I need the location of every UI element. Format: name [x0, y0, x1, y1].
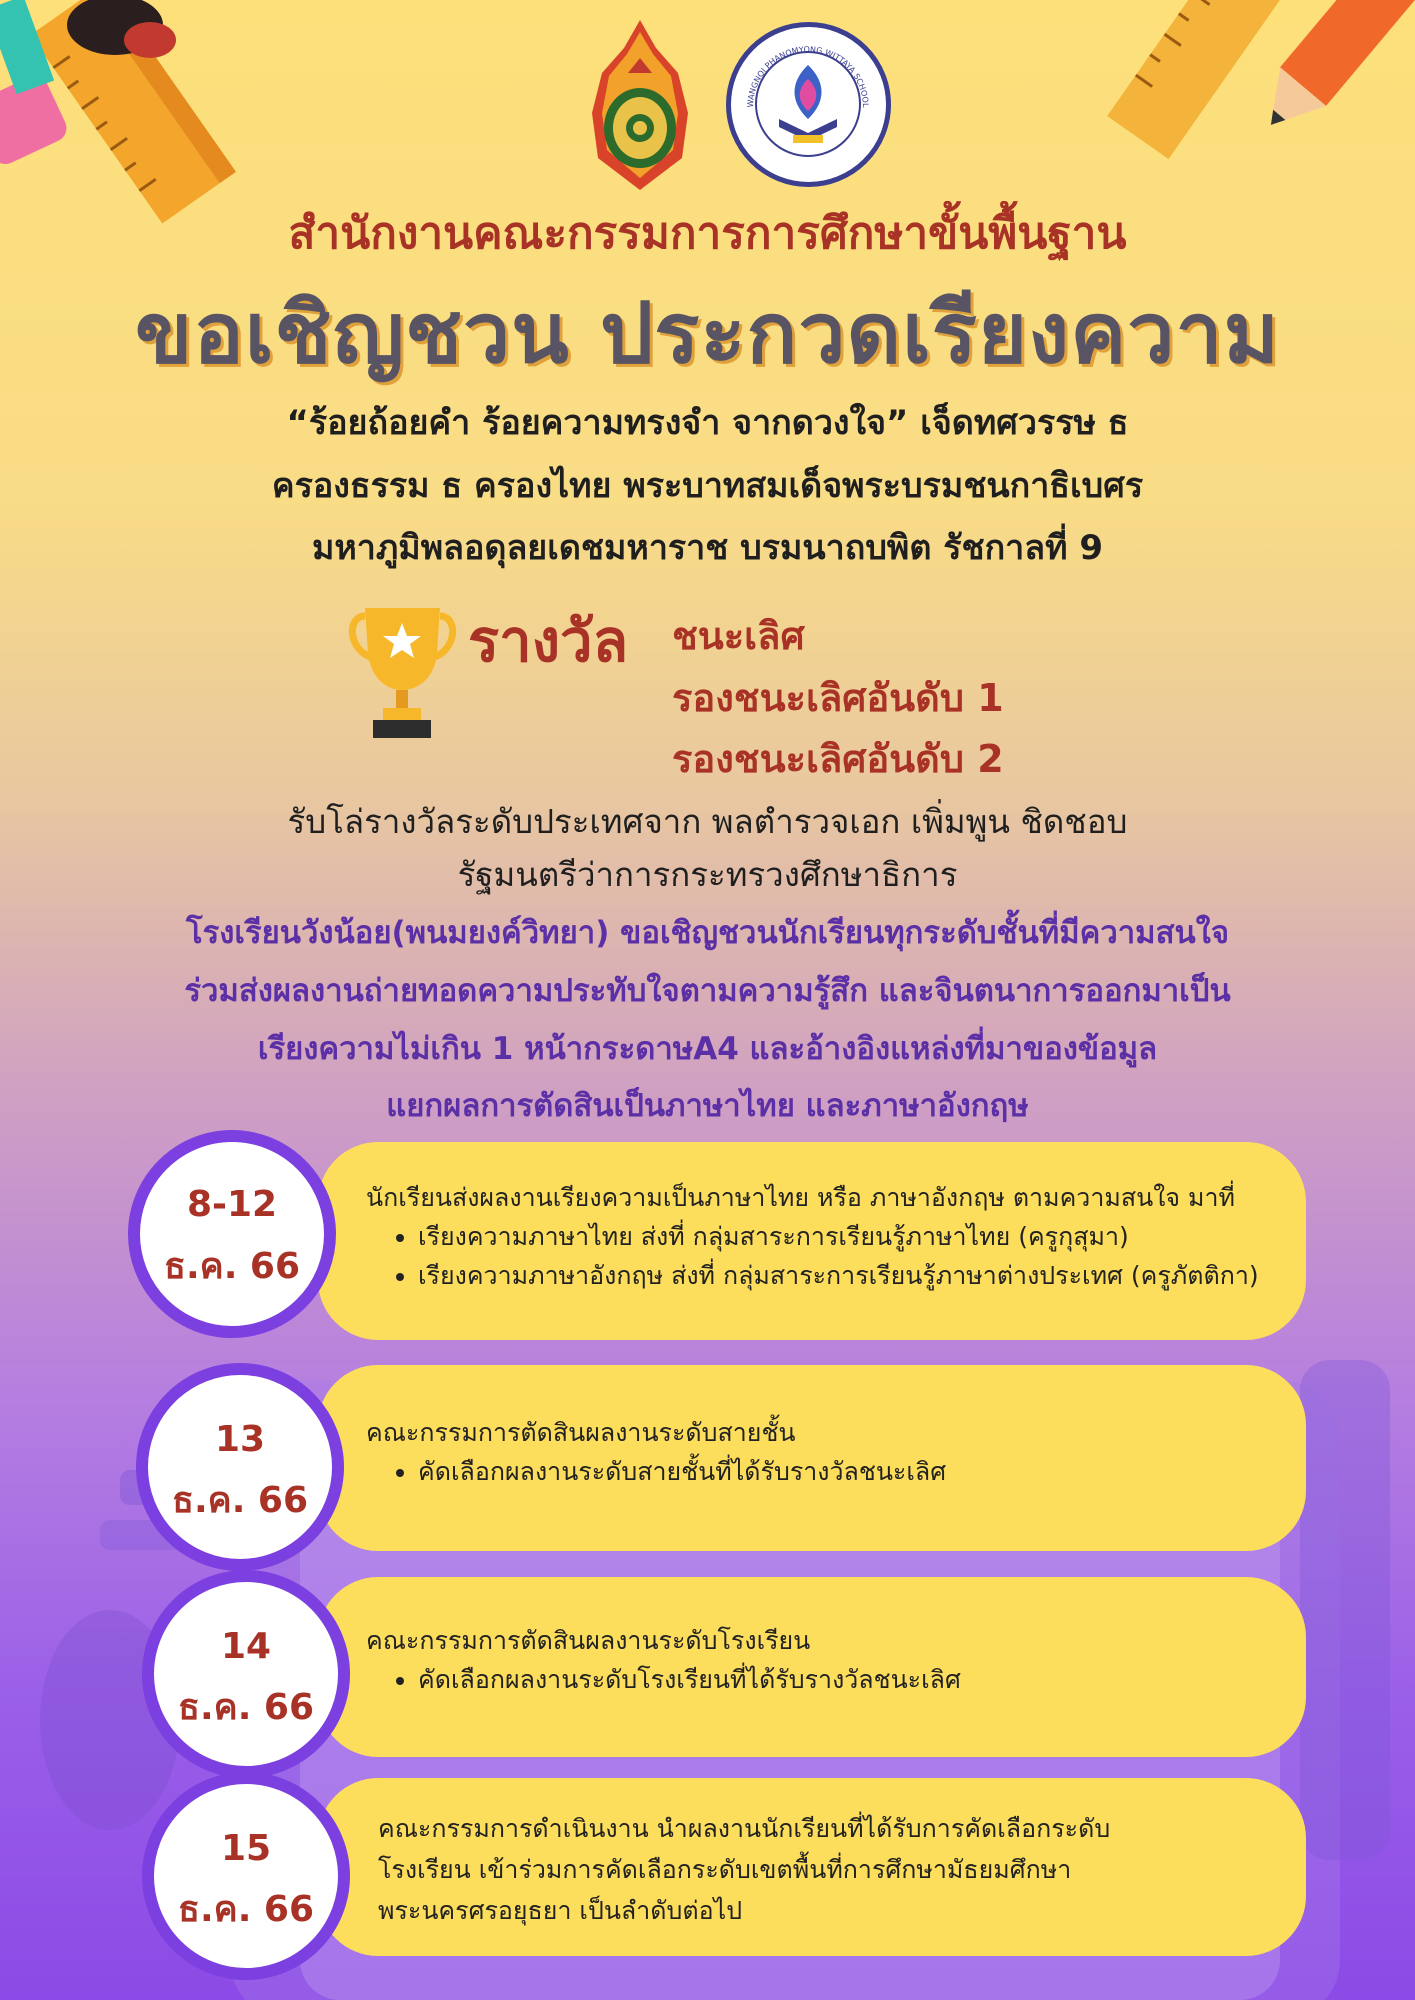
timeline-3-date-day: 14	[220, 1626, 272, 1667]
plaque-line-2: รัฐมนตรีว่าการกระทรวงศึกษาธิการ	[457, 855, 958, 894]
timeline-1-lead: นักเรียนส่งผลงานเรียงความเป็นภาษาไทย หรือ ภาษาอังกฤษ ตามความสนใจ มาที่	[366, 1183, 1236, 1212]
invitation-line-1: โรงเรียนวังน้อย(พนมยงค์วิทยา) ขอเชิญชวนนักเรียนทุกระดับชั้นที่มีความสนใจ	[185, 915, 1230, 951]
timeline-date-3	[142, 1570, 350, 1778]
timeline-3-bullet-1: • คัดเลือกผลงานระดับโรงเรียนที่ได้รับรางวัลชนะเลิศ	[418, 1660, 1276, 1699]
invitation-line-3: เรียงความไม่เกิน 1 หน้ากระดาษA4 และอ้างอิงแหล่งที่มาของข้อมูล	[257, 1031, 1158, 1067]
topic-line-3: มหาภูมิพลอดุลยเดชมหาราช บรมนาถบพิต รัชกาลที่ 9	[311, 528, 1104, 568]
trophy-icon	[345, 598, 460, 743]
timeline-card-3	[318, 1577, 1306, 1757]
timeline-4-date-day: 15	[220, 1828, 272, 1869]
school-seal-text: WANGNOI PHANOMYONG WITTAYA SCHOOL	[745, 44, 871, 108]
timeline-2-lead: คณะกรรมการตัดสินผลงานระดับสายชั้น	[366, 1418, 796, 1447]
invitation-line-2: ร่วมส่งผลงานถ่ายทอดความประทับใจตามความรู้สึก และจินตนาการออกมาเป็น	[184, 973, 1231, 1009]
timeline-3-list	[366, 1660, 1276, 1699]
plaque-line-1: รับโล่รางวัลระดับประเทศจาก พลตำรวจเอก เพิ่มพูน ชิดชอบ	[287, 802, 1128, 841]
timeline-date-4	[142, 1772, 350, 1980]
timeline-2-date-day: 13	[214, 1419, 266, 1460]
timeline-card-4	[318, 1778, 1306, 1956]
award-title: รางวัล	[468, 607, 629, 675]
obec-emblem-logo	[578, 18, 702, 194]
timeline-1-date-days: 8-12	[186, 1184, 278, 1225]
timeline-date-1	[128, 1130, 336, 1338]
timeline-4-line-1: คณะกรรมการดำเนินงาน นำผลงานนักเรียนที่ได้รับการคัดเลือกระดับ	[378, 1814, 1111, 1843]
topic-line-2: ครองธรรม ธ ครองไทย พระบาทสมเด็จพระบรมชนกาธิเบศร	[271, 466, 1144, 506]
timeline-date-2	[136, 1363, 344, 1571]
timeline-4-line-2: โรงเรียน เข้าร่วมการคัดเลือกระดับเขตพื้นที่การศึกษามัธยมศึกษา	[378, 1855, 1072, 1884]
timeline-1-bullet-2: • เรียงความภาษาอังกฤษ ส่งที่ กลุ่มสาระการเรียนรู้ภาษาต่างประเทศ (ครูภัตติกา)	[418, 1256, 1276, 1295]
invitation-line-4: แยกผลการตัดสินเป็นภาษาไทย และภาษาอังกฤษ	[386, 1088, 1029, 1124]
timeline-card-2	[318, 1365, 1306, 1551]
timeline-4-date-month: ธ.ค. 66	[177, 1889, 315, 1930]
invite-heading: ขอเชิญชวน ประกวดเรียงความ	[134, 284, 1281, 382]
timeline-1-date-month: ธ.ค. 66	[163, 1246, 301, 1287]
timeline-1-bullet-1: • เรียงความภาษาไทย ส่งที่ กลุ่มสาระการเรียนรู้ภาษาไทย (ครูกุสุมา)	[418, 1217, 1276, 1256]
award-item-3: รองชนะเลิศอันดับ 2	[672, 737, 1004, 781]
office-title: สำนักงานคณะกรรมการการศึกษาขั้นพื้นฐาน	[288, 208, 1127, 259]
topic-line-1: “ร้อยถ้อยคำ ร้อยความทรงจำ จากดวงใจ” เจ็ดทศวรรษ ธ	[286, 403, 1129, 443]
timeline-3-lead: คณะกรรมการตัดสินผลงานระดับโรงเรียน	[366, 1626, 811, 1655]
timeline-1-list	[366, 1217, 1276, 1295]
timeline-3-date-month: ธ.ค. 66	[177, 1687, 315, 1728]
decorative-pencils-top-right	[1050, 0, 1415, 200]
timeline-2-bullet-1: • คัดเลือกผลงานระดับสายชั้นที่ได้รับรางวัลชนะเลิศ	[418, 1452, 1276, 1491]
timeline-2-date-month: ธ.ค. 66	[171, 1480, 309, 1521]
timeline-card-1	[318, 1142, 1306, 1340]
timeline-2-list	[366, 1452, 1276, 1491]
award-item-1: ชนะเลิศ	[672, 614, 805, 658]
decorative-pencils-top-left	[0, 0, 300, 230]
timeline-4-line-3: พระนครศรอยุธยา เป็นลำดับต่อไป	[378, 1896, 743, 1925]
award-item-2: รองชนะเลิศอันดับ 1	[672, 676, 1004, 720]
school-logo	[726, 22, 891, 187]
